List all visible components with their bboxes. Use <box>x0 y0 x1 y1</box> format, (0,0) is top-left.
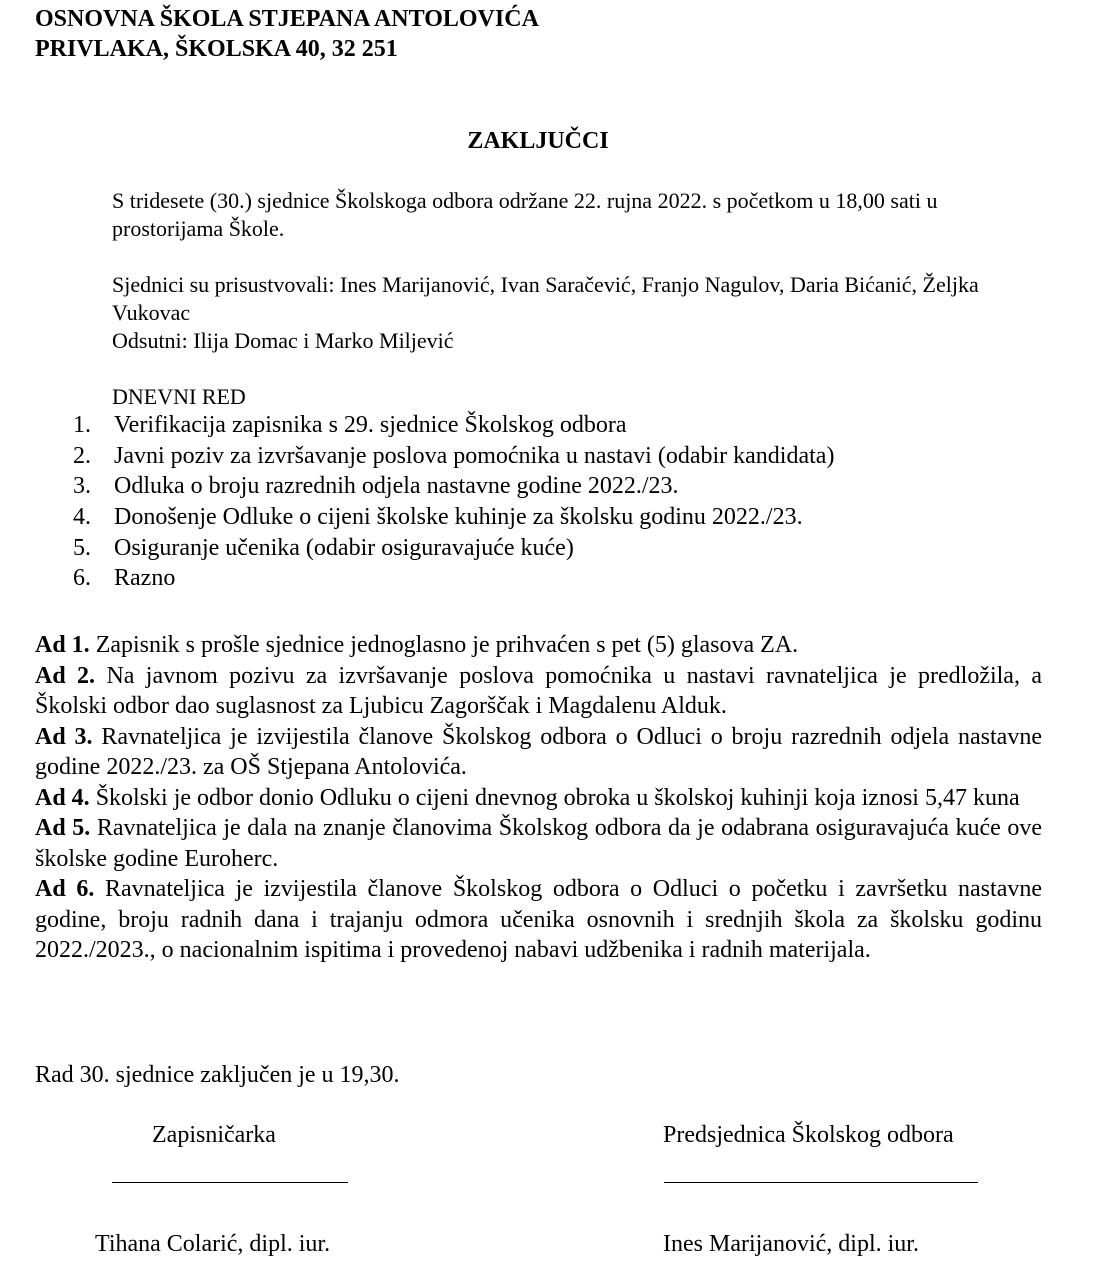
decision-text: Ravnateljica je izvijestila članove Školskog odbora o Odluci o početku i završetku nastavne godine, broju radnih dana i trajanju odmora učenika osnovnih i srednjih škola za školsku godinu 2022./2023., o nacionalnim ispitima i provedenoj nabavi udžbenika i radnih materijala. <box>35 876 1042 963</box>
agenda-item-number: 1. <box>73 412 91 438</box>
agenda-item-text: Javni poziv za izvršavanje poslova pomoćnika u nastavi (odabir kandidata) <box>114 442 835 469</box>
school-name: OSNOVNA ŠKOLA STJEPANA ANTOLOVIĆA <box>35 6 539 32</box>
attendees-present: Sjednici su prisustvovali: Ines Marijanović, Ivan Saračević, Franjo Nagulov, Daria Bićanić, Željka Vukovac <box>112 272 979 325</box>
attendance-block <box>112 271 1042 355</box>
agenda-item <box>0 441 1100 472</box>
agenda-item <box>0 471 1100 502</box>
president-name: Ines Marijanović, dipl. iur. <box>663 1231 919 1257</box>
agenda-item-text: Donošenje Odluke o cijeni školske kuhinje za školsku godinu 2022./23. <box>114 504 803 531</box>
decision-label: Ad 2. <box>35 662 96 689</box>
decision-label: Ad 1. <box>35 632 90 658</box>
decision-item <box>35 783 1042 814</box>
attendees-absent: Odsutni: Ilija Domac i Marko Miljević <box>112 328 454 353</box>
agenda-item-number: 5. <box>73 534 91 561</box>
agenda-item-number: 3. <box>73 473 91 500</box>
decision-text: Ravnateljica je izvijestila članove Školskog odbora o Odluci o broju razrednih odjela nastavne godine 2022./23. za OŠ Stjepana Antolovića. <box>35 723 1042 780</box>
recorder-signature-line <box>112 1182 348 1183</box>
agenda-item-number: 6. <box>73 565 91 592</box>
agenda-heading: DNEVNI RED <box>112 384 246 409</box>
session-intro: S tridesete (30.) sjednice Školskoga odbora održane 22. rujna 2022. s početkom u 18,00 sati u prostorijama Škole. <box>112 188 938 241</box>
agenda-item-text: Odluka o broju razrednih odjela nastavne godine 2022./23. <box>114 473 679 500</box>
agenda-item <box>0 533 1100 564</box>
recorder-name: Tihana Colarić, dipl. iur. <box>95 1231 331 1257</box>
president-label: Predsjednica Školskog odbora <box>663 1122 954 1148</box>
decision-text: Zapisnik s prošle sjednice jednoglasno je prihvaćen s pet (5) glasova ZA. <box>89 632 799 658</box>
agenda-item-text: Razno <box>114 565 176 592</box>
agenda-item <box>0 502 1100 533</box>
decision-text: Ravnateljica je dala na znanje članovima Školskog odbora da je odabrana osiguravajuća kuće ove školske godine Euroherc. <box>35 815 1042 872</box>
president-signature-line <box>664 1182 978 1183</box>
recorder-label: Zapisničarka <box>152 1122 276 1148</box>
decision-text: Školski je odbor donio Odluku o cijeni dnevnog obroka u školskoj kuhinji koja iznosi 5,47 kuna <box>89 784 1020 811</box>
decisions-block <box>35 630 1042 966</box>
closing-statement: Rad 30. sjednice zaključen je u 19,30. <box>35 1062 400 1088</box>
agenda-item-number: 2. <box>73 442 91 469</box>
agenda-item-number: 4. <box>73 504 91 531</box>
decision-item <box>35 813 1042 874</box>
decision-item <box>35 722 1042 783</box>
school-header <box>35 4 539 64</box>
decision-item <box>35 630 1042 661</box>
document-title: ZAKLJUČCI <box>467 128 609 154</box>
decision-label: Ad 5. <box>35 815 91 841</box>
agenda-item-text: Osiguranje učenika (odabir osiguravajuće kuće) <box>114 534 574 561</box>
agenda-item <box>0 563 1100 594</box>
decision-label: Ad 3. <box>35 723 93 750</box>
decision-label: Ad 6. <box>35 876 95 902</box>
decision-item <box>35 661 1042 722</box>
decision-item <box>35 874 1042 966</box>
decision-label: Ad 4. <box>35 784 90 811</box>
school-address: PRIVLAKA, ŠKOLSKA 40, 32 251 <box>35 36 398 62</box>
decision-text: Na javnom pozivu za izvršavanje poslova pomoćnika u nastavi ravnateljica je predložila, a Školski odbor dao suglasnost za Ljubicu Zagorščak i Magdalenu Alduk. <box>35 662 1042 719</box>
agenda-item-text: Verifikacija zapisnika s 29. sjednice Školskog odbora <box>114 412 627 438</box>
agenda-item <box>0 410 1100 441</box>
agenda-list <box>0 410 1100 594</box>
